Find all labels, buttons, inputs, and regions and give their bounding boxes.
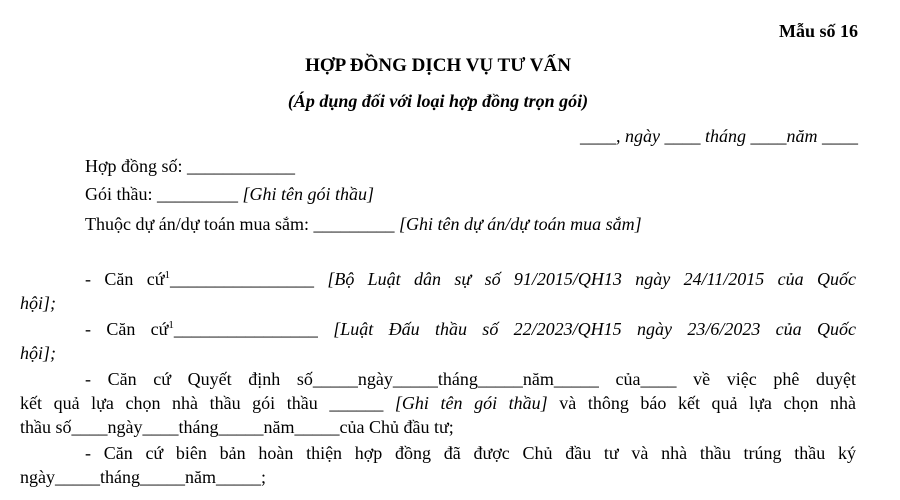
basis-procurement-law-hint: [Luật Đấu thầu số 22/2023/QH15 ngày 23/6/2023 của Quốc: [333, 319, 856, 339]
project-label: Thuộc dự án/dự toán mua sắm: _________: [85, 214, 399, 234]
basis-lead: - Căn cứ: [85, 269, 165, 289]
basis-decision-text-a: kết quả lựa chọn nhà thầu gói thầu ______: [20, 393, 395, 413]
project-line: [85, 213, 642, 235]
basis-blank: ________________: [169, 269, 328, 289]
date-line: ____, ngày ____ tháng ____năm ____: [580, 126, 858, 146]
basis-procurement-law-cont: hội];: [20, 343, 56, 363]
basis-minutes-line-2: ngày_____tháng_____năm_____;: [20, 467, 266, 487]
basis-decision-line-3: thầu số____ngày____tháng_____năm_____của Chủ đầu tư;: [20, 417, 454, 437]
basis-lead: - Căn cứ: [85, 319, 169, 339]
package-hint: [Ghi tên gói thầu]: [242, 184, 375, 204]
project-hint: [Ghi tên dự án/dự toán mua sắm]: [398, 214, 642, 234]
form-number: Mẫu số 16: [778, 21, 858, 41]
basis-decision-hint: [Ghi tên gói thầu]: [394, 393, 548, 413]
basis-blank: ________________: [173, 319, 334, 339]
basis-procurement-law-line: [85, 318, 856, 340]
basis-civil-code-line: [85, 268, 856, 290]
basis-decision-line-1: - Căn cứ Quyết định số_____ngày_____tháng_____năm_____ của____ về việc phê duyệt: [85, 369, 856, 389]
contract-subtitle: (Áp dụng đối với loại hợp đồng trọn gói): [287, 91, 589, 111]
basis-civil-code-cont: hội];: [20, 293, 56, 313]
basis-minutes-line-1: - Căn cứ biên bản hoàn thiện hợp đồng đã được Chủ đầu tư và nhà thầu trúng thầu ký: [85, 443, 856, 463]
basis-decision-line-2: [20, 392, 856, 414]
package-label: Gói thầu: _________: [85, 184, 243, 204]
contract-number-line: Hợp đồng số: ____________: [85, 156, 296, 176]
package-line: [85, 183, 374, 205]
basis-decision-text-b: và thông báo kết quả lựa chọn nhà: [547, 393, 856, 413]
contract-title: HỢP ĐỒNG DỊCH VỤ TƯ VẤN: [305, 55, 571, 76]
basis-civil-code-hint: [Bộ Luật dân sự số 91/2015/QH13 ngày 24/11/2015 của Quốc: [327, 269, 856, 289]
footnote-marker: 1: [164, 269, 170, 281]
footnote-marker: 1: [168, 319, 174, 331]
